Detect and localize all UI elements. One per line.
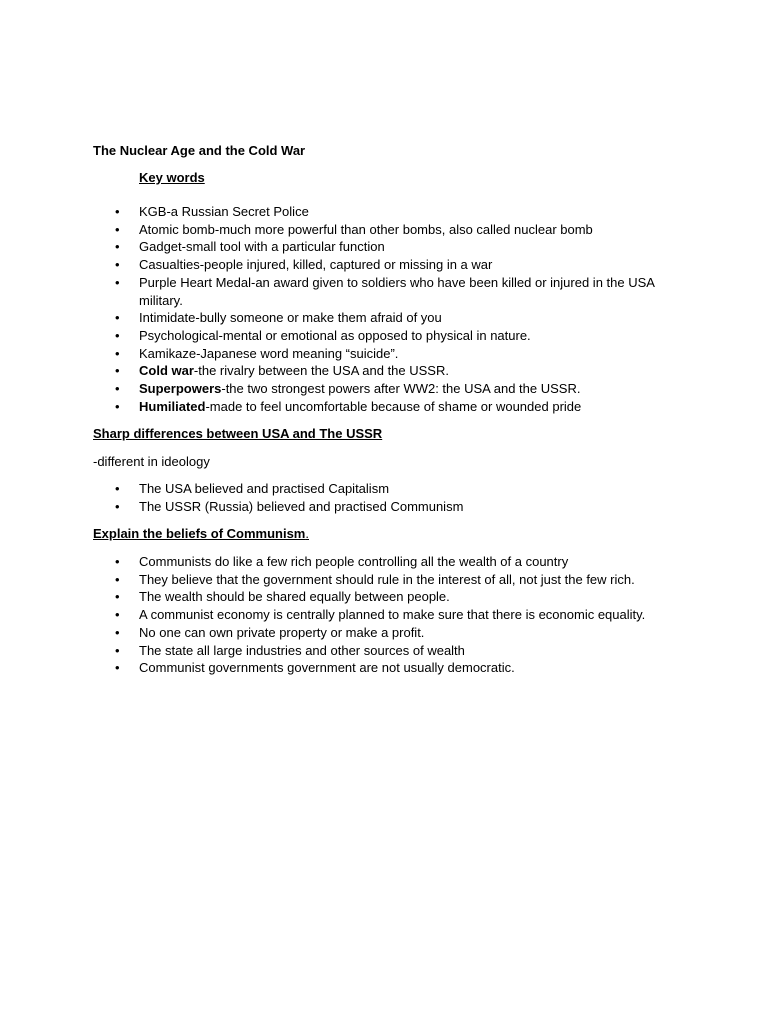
list-item: • Psychological-mental or emotional as opposed to physical in nature. — [0, 327, 768, 345]
list-item: • Humiliated-made to feel uncomfortable because of shame or wounded pride — [0, 398, 768, 416]
list-item: • Kamikaze-Japanese word meaning “suicide”. — [0, 345, 768, 363]
list-item: • The state all large industries and other sources of wealth — [0, 642, 768, 660]
list-item: • Cold war-the rivalry between the USA and the USSR. — [0, 362, 768, 380]
list-item: • Superpowers-the two strongest powers after WW2: the USA and the USSR. — [0, 380, 768, 398]
list-item: • Communists do like a few rich people controlling all the wealth of a country — [0, 553, 768, 571]
list-item: • KGB-a Russian Secret Police — [0, 203, 768, 221]
list-item: • No one can own private property or make a profit. — [0, 624, 768, 642]
communism-list — [0, 553, 768, 677]
key-words-heading: Key words — [139, 170, 205, 185]
list-item: • The wealth should be shared equally between people. — [0, 588, 768, 606]
list-item: • Purple Heart Medal-an award given to soldiers who have been killed or injured in the USA military. — [0, 274, 768, 309]
differences-heading: Sharp differences between USA and The USSR — [93, 426, 383, 441]
list-item: • Communist governments government are not usually democratic. — [0, 659, 768, 677]
list-item: • They believe that the government should rule in the interest of all, not just the few rich. — [0, 571, 768, 589]
communism-heading: Explain the beliefs of Communism. — [93, 526, 309, 541]
list-item: • Gadget-small tool with a particular function — [0, 238, 768, 256]
list-item: • Atomic bomb-much more powerful than other bombs, also called nuclear bomb — [0, 221, 768, 239]
list-item: • Casualties-people injured, killed, captured or missing in a war — [0, 256, 768, 274]
differences-intro: -different in ideology — [93, 454, 210, 469]
list-item: • Intimidate-bully someone or make them afraid of you — [0, 309, 768, 327]
key-words-list — [0, 203, 768, 415]
list-item: • The USSR (Russia) believed and practised Communism — [0, 498, 768, 516]
differences-list — [0, 480, 768, 515]
list-item: • The USA believed and practised Capitalism — [0, 480, 768, 498]
document-title: The Nuclear Age and the Cold War — [93, 143, 306, 158]
list-item: • A communist economy is centrally planned to make sure that there is economic equality. — [0, 606, 768, 624]
